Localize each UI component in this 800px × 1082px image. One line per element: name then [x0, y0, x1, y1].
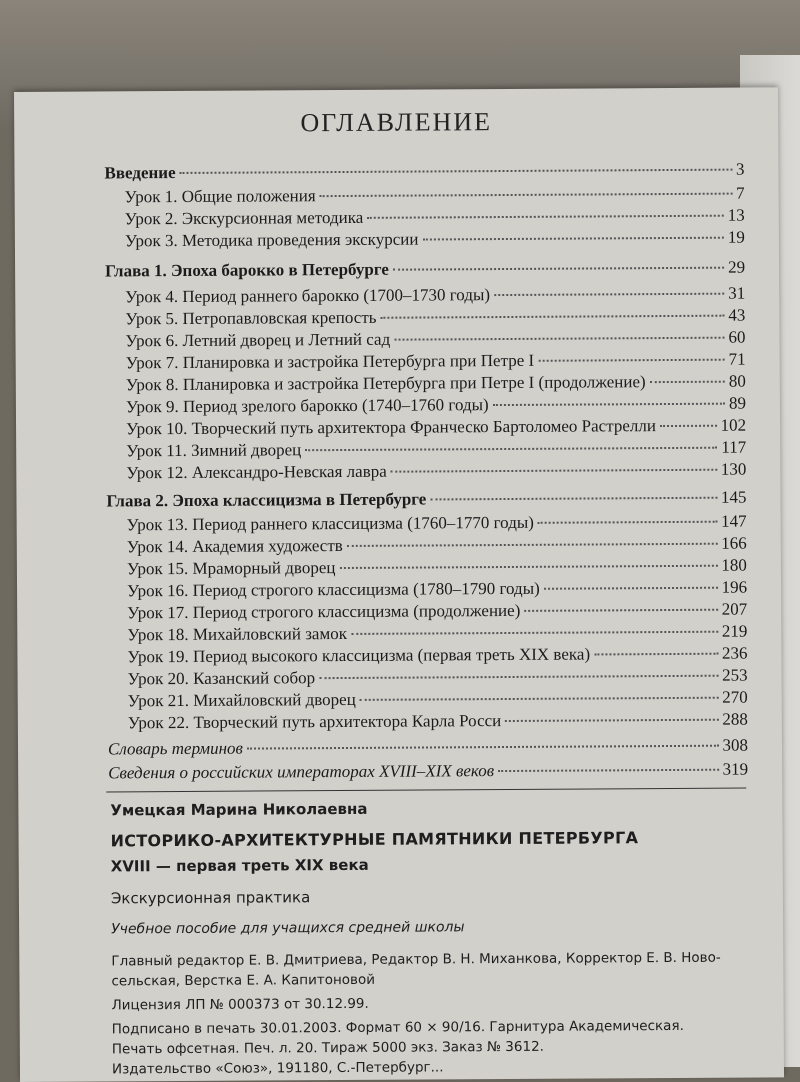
toc-entry-label: Глава 2. Эпоха классицизма в Петербурге — [106, 489, 427, 511]
toc-entry-page: 166 — [721, 533, 747, 553]
book-page — [14, 87, 784, 1082]
leader-dots — [347, 543, 718, 547]
toc-entry-label: Урок 22. Творческий путь архитектора Карла Росси — [127, 711, 502, 733]
toc-entry-lesson-22 — [128, 710, 748, 736]
toc-entry-label: Урок 9. Период зрелого барокко (1740–1760 годы) — [125, 395, 489, 417]
imprint-audience: Учебное пособие для учащихся средней школы — [111, 919, 465, 938]
toc-entry-chapter-1 — [105, 258, 745, 284]
toc-entry-page: 29 — [728, 257, 746, 277]
toc-entry-page: 253 — [722, 665, 748, 685]
imprint-period: XVIII — первая треть XIX века — [110, 855, 369, 876]
toc-entry-lesson-12 — [126, 460, 746, 486]
toc-entry-glossary — [108, 736, 748, 762]
toc-entry-label: Урок 13. Период раннего классицизма (1760–1770 годы) — [126, 512, 534, 535]
leader-dots — [319, 675, 718, 679]
imprint-credits-line-2: сельская, Верстка Е. А. Капитоновой — [111, 971, 376, 990]
leader-dots — [320, 193, 733, 198]
toc-entry-page: 180 — [721, 555, 747, 575]
toc-entry-page: 207 — [721, 599, 748, 619]
leader-dots — [180, 169, 732, 174]
leader-dots — [538, 521, 717, 524]
leader-dots — [493, 403, 725, 406]
toc-entry-page: 236 — [721, 643, 748, 663]
toc-entry-label: Урок 2. Экскурсионная методика — [124, 207, 364, 229]
imprint-credits-line-1: Главный редактор Е. В. Дмитриева, Редактор В. Н. Миханкова, Корректор Е. В. Ново- — [111, 949, 721, 970]
leader-dots — [391, 469, 717, 473]
toc-entry-page: 3 — [735, 159, 745, 179]
leader-dots — [650, 381, 725, 383]
toc-entry-label: Урок 17. Период строгого классицизма (продолжение) — [127, 600, 521, 623]
toc-entry-page: 71 — [728, 349, 746, 369]
section-divider — [106, 788, 746, 793]
toc-entry-label: Глава 1. Эпоха барокко в Петербурге — [105, 259, 389, 281]
toc-entry-label: Урок 1. Общие положения — [124, 186, 316, 207]
toc-entry-label: Урок 4. Период раннего барокко (1700–1730 годы) — [125, 285, 491, 307]
toc-entry-page: 219 — [721, 621, 748, 641]
toc-entry-intro — [104, 160, 744, 186]
toc-entry-page: 31 — [728, 283, 746, 303]
toc-entry-label: Введение — [104, 163, 176, 183]
toc-heading: ОГЛАВЛЕНИЕ — [300, 107, 493, 138]
imprint-publisher: Издательство «Союз», 191180, С.-Петербург... — [111, 1059, 444, 1078]
leader-dots — [538, 359, 725, 362]
toc-entry-page: 89 — [728, 393, 746, 413]
toc-entry-label: Урок 3. Методика проведения экскурсии — [124, 229, 419, 251]
leader-dots — [505, 719, 718, 722]
toc-entry-label: Сведения о российских императорах XVIII–XIX веков — [108, 761, 495, 783]
leader-dots — [305, 447, 717, 452]
toc-entry-label: Урок 19. Период высокого классицизма (первая треть XIX века) — [127, 644, 591, 667]
leader-dots — [367, 215, 724, 219]
leader-dots — [422, 237, 724, 241]
toc-entry-label: Урок 10. Творческий путь архитектора Франческо Бартоломео Растрелли — [126, 416, 656, 439]
imprint-license: Лицензия ЛП № 000373 от 30.12.99. — [111, 995, 369, 1014]
toc-entry-page: 13 — [727, 205, 745, 225]
leader-dots — [394, 337, 724, 341]
leader-dots — [524, 609, 717, 612]
toc-entry-label: Урок 11. Зимний дворец — [126, 440, 302, 461]
toc-entry-page: 60 — [728, 327, 746, 347]
imprint-printing: Печать офсетная. Печ. л. 20. Тираж 5000 экз. Заказ № 3612. — [111, 1038, 544, 1058]
toc-entry-label: Урок 16. Период строгого классицизма (1780–1790 годы) — [126, 578, 540, 601]
leader-dots — [498, 769, 719, 772]
toc-entry-label: Урок 5. Петропавловская крепость — [125, 307, 377, 329]
imprint-signed: Подписано в печать 30.01.2003. Формат 60 × 90/16. Гарнитура Академическая. — [111, 1017, 684, 1038]
toc-entry-label: Урок 20. Казанский собор — [127, 668, 316, 689]
toc-entry-label: Урок 6. Летний дворец и Летний сад — [125, 329, 391, 351]
toc-entry-label: Урок 7. Планировка и застройка Петербурга при Петре I — [125, 350, 535, 373]
toc-entry-page: 147 — [721, 511, 747, 531]
toc-entry-page: 196 — [721, 577, 748, 597]
leader-dots — [360, 697, 718, 701]
leader-dots — [544, 587, 718, 590]
leader-dots — [247, 745, 719, 750]
toc-entry-page: 308 — [722, 735, 749, 755]
imprint-author: Умецкая Марина Николаевна — [110, 799, 368, 820]
leader-dots — [351, 631, 718, 635]
toc-entry-page: 7 — [736, 183, 745, 203]
toc-entry-page: 130 — [720, 459, 747, 479]
leader-dots — [380, 315, 724, 319]
page-content — [14, 87, 784, 1082]
toc-entry-page: 43 — [728, 305, 746, 325]
imprint-title: ИСТОРИКО-АРХИТЕКТУРНЫЕ ПАМЯТНИКИ ПЕТЕРБУРГА — [110, 828, 639, 851]
imprint-practice: Экскурсионная практика — [110, 888, 311, 908]
toc-entry-page: 117 — [721, 437, 747, 457]
toc-entry-label: Урок 15. Мраморный дворец — [126, 558, 336, 579]
leader-dots — [430, 497, 717, 501]
toc-entry-page: 270 — [722, 687, 748, 707]
toc-entry-label: Урок 8. Планировка и застройка Петербурга при Петре I (продолжение) — [125, 372, 646, 395]
toc-entry-page: 80 — [728, 371, 746, 391]
toc-entry-label: Урок 21. Михайловский дворец — [127, 689, 356, 711]
leader-dots — [660, 425, 717, 427]
toc-entry-page: 19 — [727, 227, 745, 247]
toc-entry-page: 102 — [720, 415, 747, 435]
leader-dots — [594, 653, 718, 656]
toc-entry-label: Урок 18. Михайловский замок — [127, 623, 347, 645]
toc-entry-emperors — [108, 760, 748, 786]
toc-entry-label: Словарь терминов — [107, 738, 243, 759]
toc-entry-label: Урок 12. Александро-Невская лавра — [126, 461, 387, 483]
leader-dots — [494, 293, 724, 296]
toc-entry-lesson-3 — [125, 228, 745, 254]
toc-entry-label: Урок 14. Академия художеств — [126, 536, 343, 557]
leader-dots — [393, 267, 724, 271]
toc-entry-page: 145 — [720, 487, 747, 507]
toc-entry-chapter-2 — [106, 488, 746, 514]
toc-entry-page: 288 — [722, 709, 748, 729]
toc-entry-page: 319 — [722, 759, 749, 779]
leader-dots — [339, 565, 717, 569]
